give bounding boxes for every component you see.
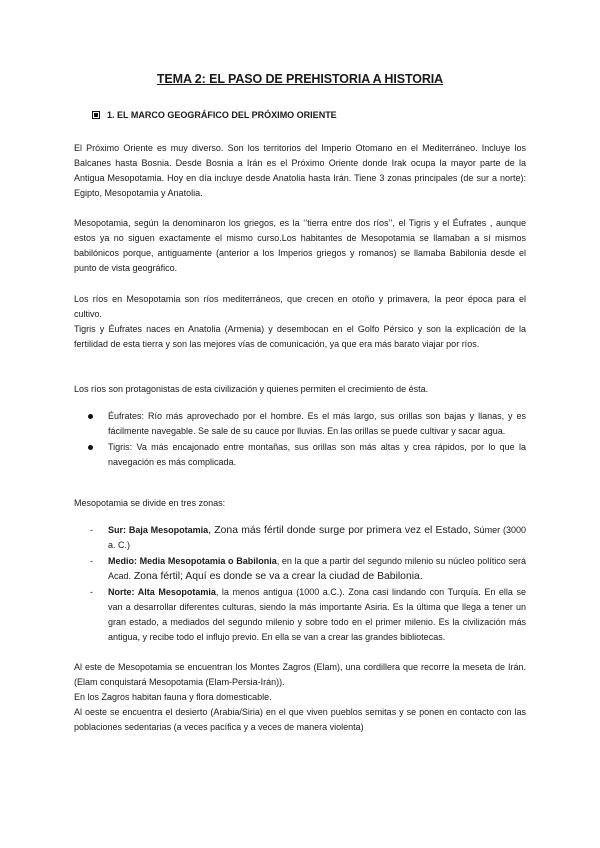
paragraph-text: Los ríos en Mesopotamia son ríos mediterráneos, que crecen en otoño y primavera, la peor época para el cultivo. — [74, 294, 526, 319]
section-heading-text: 1. EL MARCO GEOGRÁFICO DEL PRÓXIMO ORIENTE — [107, 110, 337, 120]
checkbox-bullet-icon — [92, 111, 100, 119]
list-item — [74, 440, 526, 470]
dash-bullet-icon: - — [90, 525, 93, 535]
list-item — [74, 585, 526, 645]
paragraph-text: Los ríos son protagonistas de esta civilización y quienes permiten el crecimiento de ésta. — [74, 384, 429, 394]
rivers-list — [74, 409, 526, 470]
paragraph-mesopotamia — [74, 216, 526, 276]
paragraph-text: Tigris y Éufrates naces en Anatolia (Armenia) y desembocan en el Golfo Pérsico y son la explicación de la fertilidad de esta tierra y son las mejores vías de comunicación, ya que era más barato viajar por ríos. — [74, 324, 526, 349]
zones-list — [74, 523, 526, 645]
zone-highlight: Zona fértil; Aquí es donde se va a crear la ciudad de Babilonia. — [131, 571, 423, 582]
page-title: TEMA 2: EL PASO DE PREHISTORIA A HISTORIA — [156, 72, 444, 86]
river-name: Tigris — [108, 442, 130, 452]
zone-description: , en la que a partir del segundo milenio su núcleo político será Acad. — [108, 556, 526, 581]
paragraph-rios — [74, 292, 526, 352]
paragraph-text: El Próximo Oriente es muy diverso. Son los territorios del Imperio Otomano en el Mediterráneo. Incluye los Balcanes hasta Bosnia. Desde Bosnia a Irán es el Próximo Oriente donde Irak ocupa la mayor parte de la Antigua Mesopotamia. Hoy en día incluye desde Anatolia hasta Irán. Tiene 3 zonas principales (de sur a norte): Egipto, Mesopotamia y Anatolia. — [74, 143, 526, 198]
paragraph-text: Mesopotamia, según la denominaron los griegos, es la ‘’tierra entre dos ríos’’, el Tigris y el Éufrates , aunque estos ya no siguen exactamente el mismo curso.Los habitantes de Mesopotamia se llamaban a sí mismos babilónicos porque, antiguamente (anterior a los Imperios griegos y romanos) se llamaba Babilonia desde el punto de vista geográfico. — [74, 218, 526, 273]
paragraph-proximo-oriente — [74, 141, 526, 201]
zone-label: Medio: Media Mesopotamia o Babilonia — [108, 556, 277, 566]
bullet-icon — [88, 445, 93, 450]
paragraph-text: Al oeste se encuentra el desierto (Arabia/Siria) en el que viven pueblos semitas y se ponen en contacto con las poblaciones sedentarias (a veces pacífica y a veces de manera violenta) — [74, 707, 526, 732]
dash-bullet-icon: - — [90, 587, 93, 597]
paragraph-protagonistas — [74, 382, 526, 397]
list-item — [74, 523, 526, 553]
bullet-icon — [88, 414, 93, 419]
zone-label: Norte: Alta Mesopotamia — [108, 587, 216, 597]
paragraph-text: Al este de Mesopotamia se encuentran los Montes Zagros (Elam), una cordillera que recorre la meseta de Irán. (Elam conquistará Mesopotamia (Elam-Persia-Irán)). — [74, 662, 526, 687]
river-name: Éufrates — [108, 411, 142, 421]
zone-highlight: , Zona más fértil donde surge por primera vez el Estado, — [208, 525, 471, 536]
paragraph-zonas — [74, 496, 526, 511]
paragraph-text: Mesopotamia se divide en tres zonas: — [74, 498, 226, 508]
zone-description: Súmer (3000 a. C.) — [108, 525, 526, 550]
list-item — [74, 409, 526, 439]
paragraph-closing — [74, 660, 526, 735]
zone-label: Sur: Baja Mesopotamia — [108, 525, 209, 535]
river-description: : Va más encajonado entre montañas, sus orillas son más altas y crea rápidos, por lo que la navegación es más complicada. — [108, 442, 526, 467]
dash-bullet-icon: - — [90, 556, 93, 566]
paragraph-text: En los Zagros habitan fauna y flora domesticable. — [74, 692, 272, 702]
river-description: : Río más aprovechado por el hombre. Es el más largo, sus orillas son bajas y llanas, y es fácilmente navegable. Se sale de su cauce por lluvias. En las orillas se puede cultivar y sacar agua. — [108, 411, 526, 436]
zone-description: , la menos antigua (1000 a.C.). Zona casi lindando con Turquía. En ella se van a desarrollar diferentes culturas, siendo la más importante Asiria. Es la última que llega a tener un gran estado, a mediados del segundo milenio y sobre todo en el primer milenio. Es la civilización más antigua, y recibe todo el influjo previo. En ella se van a crear las grandes bibliotecas. — [108, 587, 526, 642]
list-item — [74, 554, 526, 584]
section-heading — [92, 110, 337, 120]
